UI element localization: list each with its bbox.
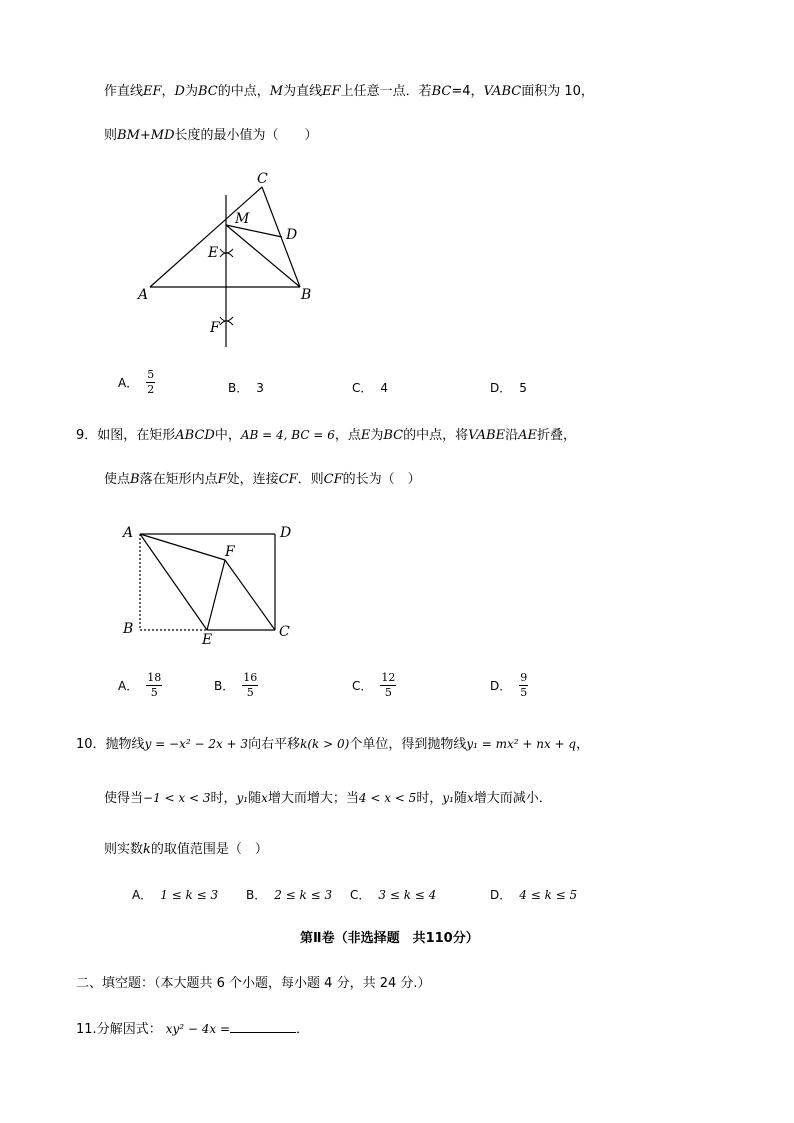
q8-line1: 作直线EF，D为BC的中点，M为直线EF上任意一点．若BC=4，VABC面积为 10， — [104, 84, 594, 99]
label-F: F — [210, 320, 220, 336]
q8-option-a[interactable]: A． $\frac{5}{2}$ — [118, 368, 155, 396]
q8-option-c[interactable]: C． 4 — [352, 380, 389, 395]
label-C: C — [279, 624, 290, 640]
q10-option-c[interactable]: C． 3 ≤ k ≤ 4 — [350, 887, 437, 902]
fraction: $\frac{16}{5}$ — [243, 671, 258, 699]
segment-FE — [207, 560, 225, 630]
q8-line2: 则BM+MD长度的最小值为（ ） — [104, 128, 318, 143]
q11-line: 11.分解因式： xy² − 4x = ． — [76, 1022, 310, 1037]
q9-option-a[interactable]: A． $\frac{18}{5}$ — [118, 671, 162, 699]
label-A: A — [123, 525, 134, 541]
q10-line3: 则实数k的取值范围是（ ） — [104, 842, 268, 857]
q10-option-b[interactable]: B． 2 ≤ k ≤ 3 — [246, 887, 333, 902]
label-F: F — [225, 544, 235, 560]
segment-AE — [140, 534, 207, 630]
segment-AF — [140, 534, 225, 560]
label-B: B — [301, 287, 312, 303]
q8-triangle-figure — [130, 165, 330, 355]
q10-option-d[interactable]: D． 4 ≤ k ≤ 5 — [490, 887, 578, 902]
q8-option-b[interactable]: B． 3 — [228, 380, 264, 395]
q9-option-b[interactable]: B． $\frac{16}{5}$ — [214, 671, 258, 699]
label-C: C — [257, 171, 268, 187]
q10-line1: 10．抛物线y = −x² − 2x + 3向右平移k(k > 0)个单位，得到抛物线y₁ = mx² + nx + q， — [76, 737, 590, 752]
q9-rectangle-figure — [115, 520, 300, 650]
q9-line1: 9．如图，在矩形ABCD中，AB = 4, BC = 6，点E为BC的中点，将VABE沿AE折叠， — [76, 428, 577, 443]
q10-option-a[interactable]: A． 1 ≤ k ≤ 3 — [132, 887, 219, 902]
section2-heading: 二、填空题：（本大题共 6 个小题，每小题 4 分，共 24 分.） — [76, 976, 431, 991]
label-M: M — [235, 211, 250, 227]
label-B: B — [123, 621, 134, 637]
q9-option-d[interactable]: D． $\frac{9}{5}$ — [490, 671, 528, 699]
label-A: A — [138, 287, 149, 303]
label-E: E — [202, 632, 213, 648]
q9-option-c[interactable]: C． $\frac{12}{5}$ — [352, 671, 396, 699]
label-D: D — [286, 227, 298, 243]
segment-FC — [225, 560, 275, 630]
label-D: D — [280, 525, 292, 541]
part2-title: 第Ⅱ卷（非选择题 共110分） — [300, 931, 479, 946]
fraction: $\frac{5}{2}$ — [147, 368, 155, 396]
label-E: E — [208, 245, 219, 261]
fraction: $\frac{12}{5}$ — [381, 671, 396, 699]
q9-line2: 使点B落在矩形内点F处，连接CF．则CF的长为（ ） — [104, 472, 421, 487]
segment-AC — [150, 187, 262, 287]
answer-blank[interactable] — [230, 1020, 296, 1033]
fraction: $\frac{9}{5}$ — [520, 671, 528, 699]
q8-option-d[interactable]: D． 5 — [490, 380, 527, 395]
fraction: $\frac{18}{5}$ — [147, 671, 162, 699]
q10-line2: 使得当−1 < x < 3时，y₁随x增大而增大；当4 < x < 5时，y₁随x增大而减小． — [104, 791, 552, 806]
